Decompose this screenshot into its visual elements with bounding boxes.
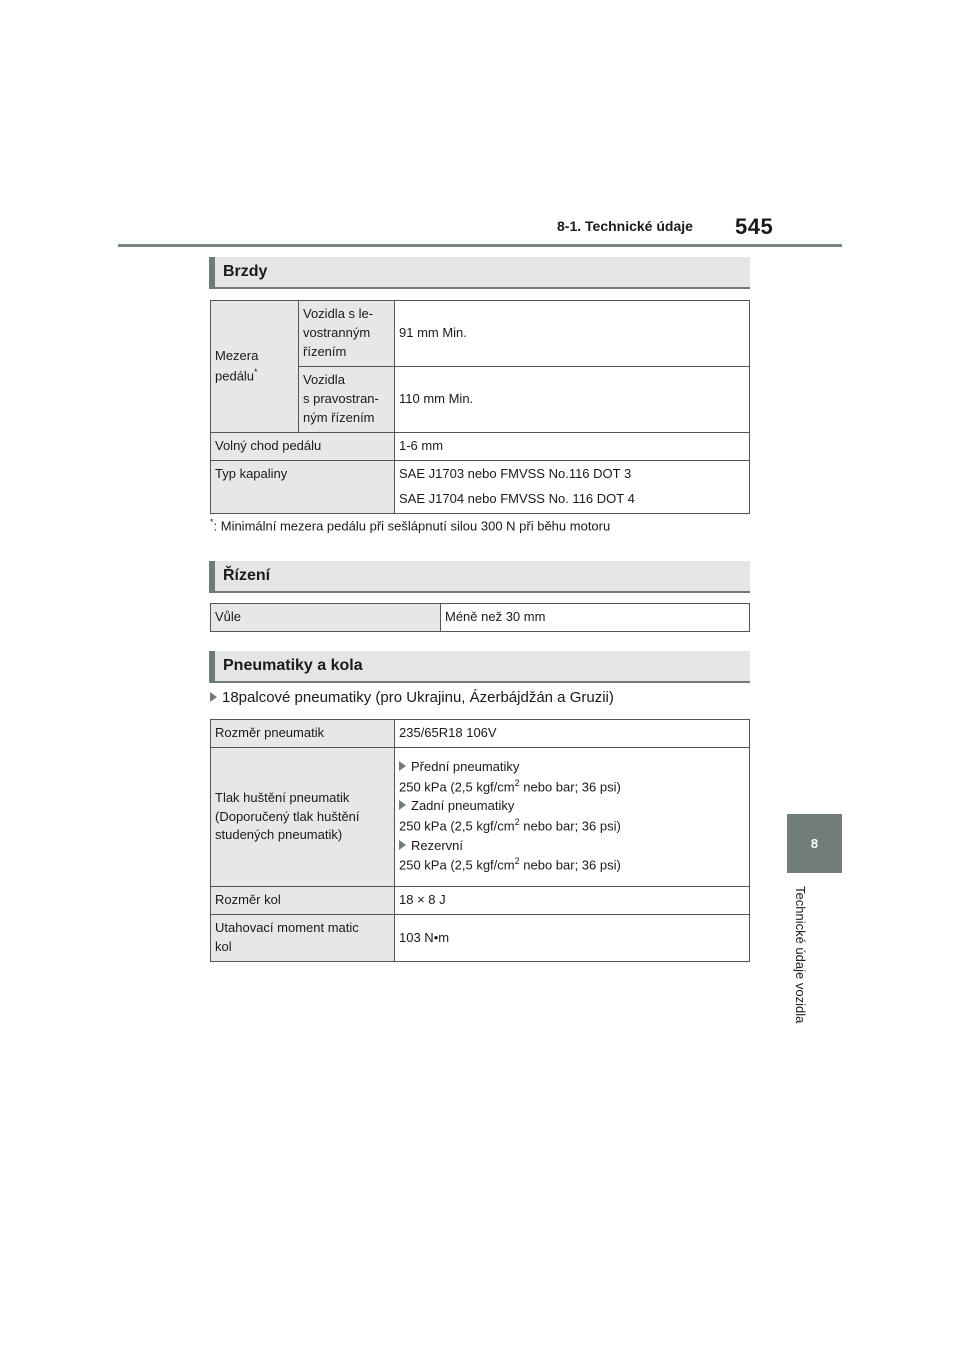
table-row	[211, 748, 750, 887]
section-title: Pneumatiky a kola	[223, 657, 363, 674]
section-heading-tires	[209, 651, 750, 683]
list-item: Rezervní	[399, 837, 745, 856]
tire-size-label: Rozměr pneumatik	[211, 720, 395, 748]
header-rule	[118, 244, 842, 247]
page-number: 545	[735, 214, 774, 239]
list-item: 250 kPa (2,5 kgf/$cm^2$ nebo bar; 36 psi)	[399, 817, 621, 834]
tires-table	[210, 719, 750, 962]
table-row	[211, 433, 750, 461]
footnote: *: Minimální mezera pedálu při sešlápnutí silou 300 N při běhu motoru	[210, 517, 611, 534]
lhd-value: 91 mm Min.	[395, 301, 750, 367]
triangle-bullet-icon	[399, 761, 406, 771]
brakes-table	[210, 300, 750, 514]
table-row	[211, 460, 750, 513]
chapter-side-title: Technické údaje vozidla	[793, 886, 808, 1024]
rhd-label: Vozidla s pravostran- ným řízením	[299, 367, 395, 433]
list-item: Zadní pneumatiky	[399, 797, 745, 816]
header-section-title: 8-1. Technické údaje	[557, 218, 693, 234]
steering-table	[210, 603, 750, 632]
table-row	[211, 604, 750, 632]
section-heading-brakes	[209, 257, 750, 289]
free-play-value: 1-6 mm	[395, 433, 750, 461]
fluid-values: SAE J1703 nebo FMVSS No.116 DOT 3 SAE J1704 nebo FMVSS No. 116 DOT 4	[395, 460, 750, 513]
free-play-label: Volný chod pedálu	[211, 433, 395, 461]
fluid-label: Typ kapaliny	[211, 460, 395, 513]
play-value: Méně než 30 mm	[441, 604, 750, 632]
torque-value: 103 N•m	[395, 915, 750, 962]
list-item: 250 kPa (2,5 kgf/$cm^2$ nebo bar; 36 psi)	[399, 778, 621, 795]
wheel-size-value: 18 × 8 J	[395, 887, 750, 915]
triangle-bullet-icon	[399, 800, 406, 810]
table-row	[211, 887, 750, 915]
play-label: Vůle	[211, 604, 441, 632]
tire-size-value: 235/65R18 106V	[395, 720, 750, 748]
footnote-mark: *	[254, 366, 258, 377]
triangle-bullet-icon	[399, 840, 406, 850]
table-row	[211, 720, 750, 748]
section-heading-steering	[209, 561, 750, 593]
pressure-label: Tlak huštění pneumatik (Doporučený tlak huštění studených pneumatik)	[211, 748, 395, 887]
section-title: Brzdy	[223, 263, 268, 280]
tire-subheading: 18palcové pneumatiky (pro Ukrajinu, Ázerbájdžán a Gruzii)	[210, 689, 614, 706]
lhd-label: Vozidla s le- vostranným řízením	[299, 301, 395, 367]
table-row	[211, 915, 750, 962]
torque-label: Utahovací moment matic kol	[211, 915, 395, 962]
table-row	[211, 301, 750, 367]
pedal-gap-label: Mezera pedálu*	[211, 301, 299, 433]
triangle-bullet-icon	[210, 692, 217, 702]
section-title: Řízení	[223, 567, 271, 584]
wheel-size-label: Rozměr kol	[211, 887, 395, 915]
pressure-values	[395, 748, 750, 887]
list-item: 250 kPa (2,5 kgf/$cm^2$ nebo bar; 36 psi)	[399, 856, 621, 873]
rhd-value: 110 mm Min.	[395, 367, 750, 433]
chapter-tab: 8	[787, 814, 842, 873]
list-item: Přední pneumatiky	[399, 758, 745, 777]
